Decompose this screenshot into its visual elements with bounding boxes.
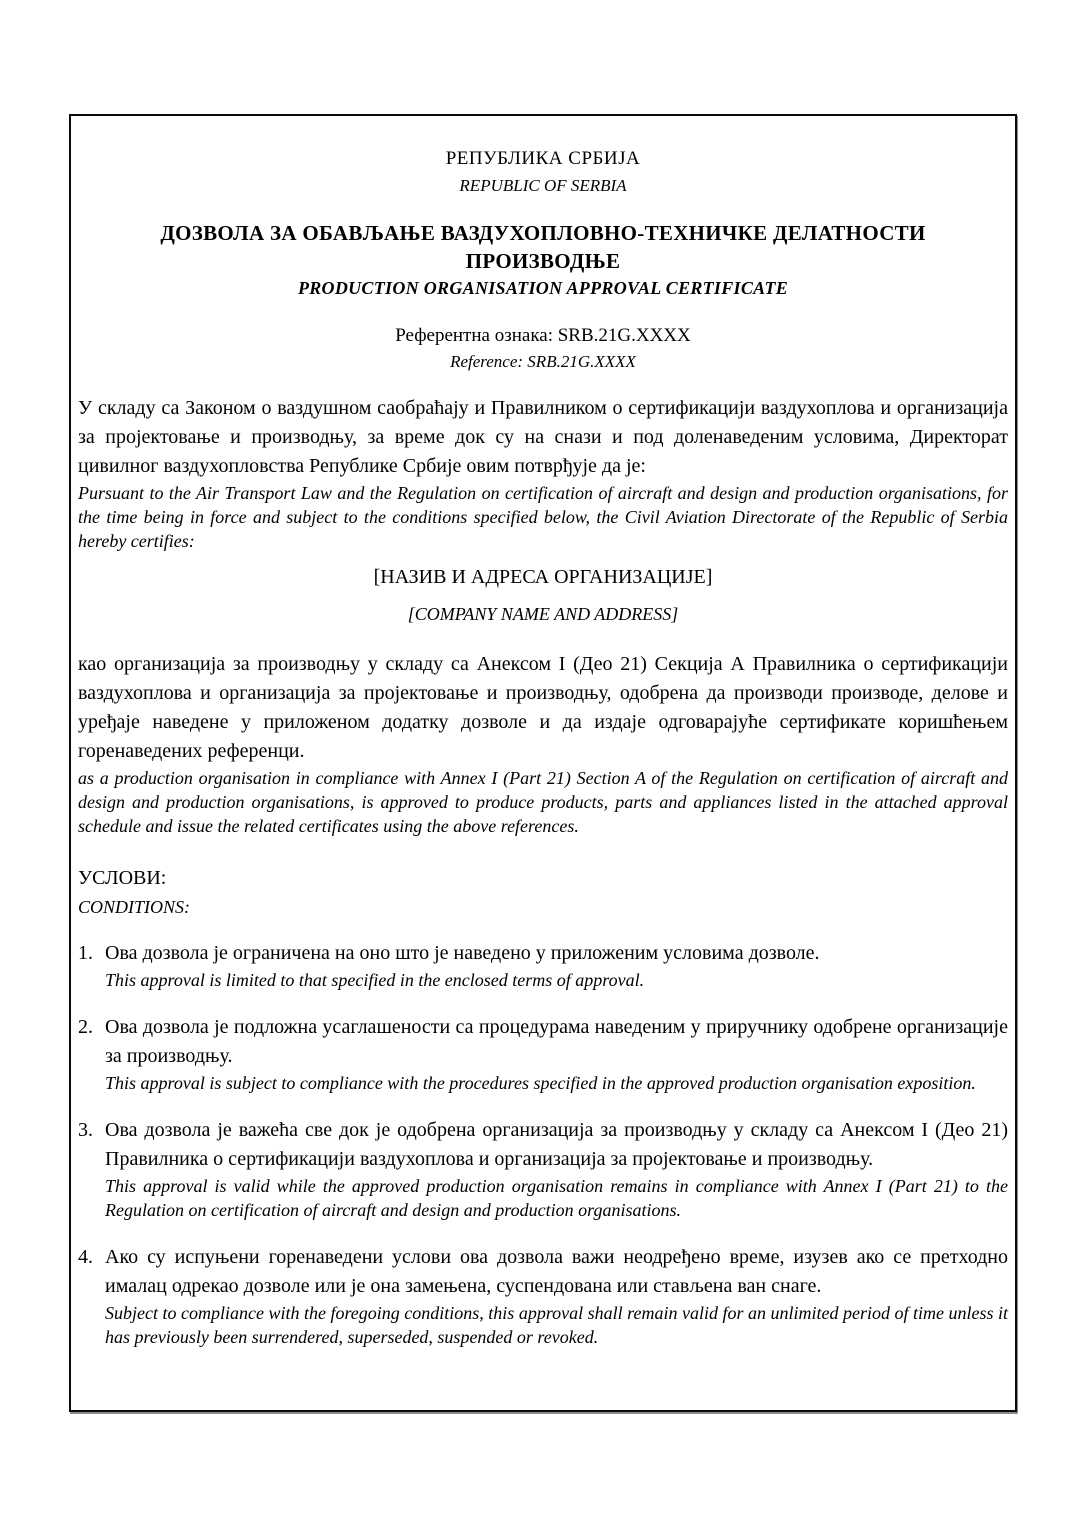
approval-text-cyrillic: као организација за производњу у складу са Анексом I (Део 21) Секција А Правилника о сертификацији ваздухоплова и организација за пројектовање и производњу, одобрена да производи производе, делове и уређаје наведене у приложеном додатку дозволе и да издаје одговарајуће сертификате коришћењем горенаведених референци.	[78, 653, 1008, 762]
condition-text-english: This approval is valid while the approved production organisation remains in compliance with Annex I (Part 21) to the Regulation on certification of aircraft and design and production organisations.	[105, 1176, 1008, 1220]
reference-number-english: Reference: SRB.21G.XXXX	[450, 352, 636, 371]
condition-text-cyrillic: Ова дозвола је ограничена на оно што је наведено у приложеним условима дозволе.	[105, 942, 820, 964]
condition-number: 2.	[78, 1016, 93, 1038]
intro-text-cyrillic: У складу са Законом о ваздушном саобраћају и Правилником о сертификацији ваздухоплова и организација за пројектовање и производњу, за време док су на снази и под доленаведеним условима, Директорат цивилног ваздухопловства Републике Србије овим потврђује да је:	[78, 397, 1008, 477]
conditions-heading-english: CONDITIONS:	[78, 897, 191, 917]
condition-item-3	[78, 1116, 1008, 1222]
approval-section	[78, 650, 1008, 838]
condition-number: 3.	[78, 1119, 93, 1141]
condition-item-1	[78, 939, 1008, 992]
company-placeholder-cyrillic: [НАЗИВ И АДРЕСА ОРГАНИЗАЦИЈЕ]	[373, 566, 713, 588]
condition-text-cyrillic: Ова дозвола је подложна усаглашености са процедурама наведеним у приручнику одобрене организације за производњу.	[105, 1016, 1008, 1067]
conditions-list	[78, 939, 1008, 1349]
certificate-title-english: PRODUCTION ORGANISATION APPROVAL CERTIFICATE	[297, 278, 789, 298]
country-name-english: REPUBLIC OF SERBIA	[459, 176, 627, 195]
intro-text-english: Pursuant to the Air Transport Law and the Regulation on certification of aircraft and design and production organisations, for the time being in force and subject to the conditions specified below, the Civil Aviation Directorate of the Republic of Serbia hereby certifies:	[78, 483, 1008, 551]
conditions-heading-cyrillic: УСЛОВИ:	[78, 867, 167, 889]
approval-text-english: as a production organisation in compliance with Annex I (Part 21) Section A of the Regulation on certification of aircraft and design and production organisations, is approved to produce products, parts and appliances listed in the attached approval schedule and issue the related certificates using the above references.	[78, 768, 1008, 836]
company-placeholder-english: [COMPANY NAME AND ADDRESS]	[407, 604, 679, 624]
condition-text-english: This approval is subject to compliance with the procedures specified in the approved production organisation exposition.	[105, 1073, 976, 1093]
condition-item-4	[78, 1243, 1008, 1349]
reference-number-cyrillic: Референтна ознака: SRB.21G.XXXX	[395, 325, 691, 346]
condition-text-english: This approval is limited to that specified in the enclosed terms of approval.	[105, 970, 645, 990]
condition-text-cyrillic: Ова дозвола је важећа све док је одобрена организација за производњу у складу са Анексом I (Део 21) Правилника о сертификацији ваздухоплова и организација за пројектовање и производњу.	[105, 1119, 1008, 1170]
country-name-cyrillic: РЕПУБЛИКА СРБИЈА	[445, 148, 641, 169]
condition-number: 1.	[78, 942, 93, 964]
certificate-frame	[69, 114, 1017, 1412]
condition-text-english: Subject to compliance with the foregoing conditions, this approval shall remain valid for an unlimited period of time unless it has previously been surrendered, superseded, suspended or revoked.	[105, 1303, 1008, 1347]
certificate-title-cyrillic: ДОЗВОЛА ЗА ОБАВЉАЊЕ ВАЗДУХОПЛОВНО-ТЕХНИЧКЕ ДЕЛАТНОСТИ ПРОИЗВОДЊЕ	[160, 221, 926, 273]
condition-item-2	[78, 1013, 1008, 1095]
intro-section	[78, 394, 1008, 626]
condition-number: 4.	[78, 1246, 93, 1268]
condition-text-cyrillic: Ако су испуњени горенаведени услови ова дозвола важи неодређено време, изузев ако се претходно ималац одрекао дозволе или је она замењена, суспендована или стављена ван снаге.	[105, 1246, 1008, 1297]
